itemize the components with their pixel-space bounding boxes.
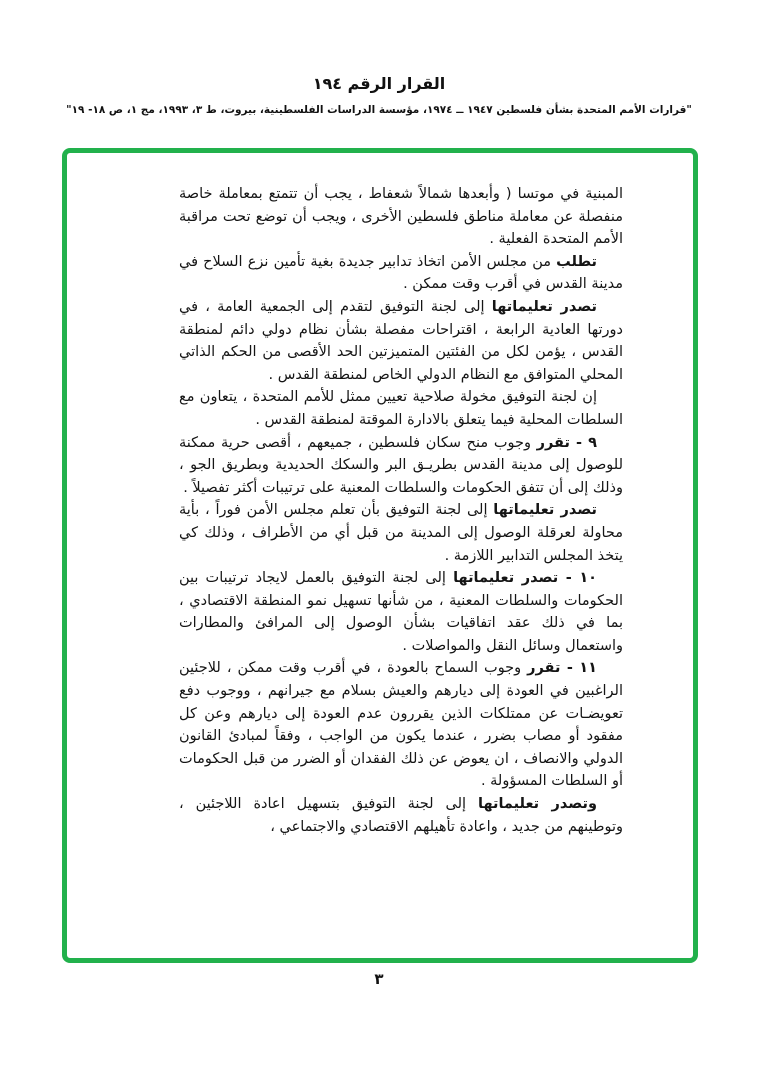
paragraph: تصدر تعليماتها إلى لجنة التوفيق لتقدم إلى الجمعية العامة ، في دورتها العادية الرابعة ، اقتراحات مفصلة بشأن نظام دولي دائم لمنطقة القدس ، يؤمن لكل من الفئتين المتميزتين الحد الأقصى من الحكم الذاتي المحلي المتوافق مع النظام الدولي الخاص لمنطقة القدس . bbox=[179, 298, 623, 383]
page-number: ٣ bbox=[374, 970, 384, 988]
paragraph-lead: تطلب bbox=[556, 253, 597, 270]
paragraph-lead: ١١ - تقرر bbox=[527, 660, 597, 677]
paragraph-lead: وتصدر تعليماتها bbox=[478, 796, 597, 813]
source-citation: "قرارات الأمم المتحدة بشأن فلسطين ١٩٤٧ ــ ١٩٧٤، مؤسسة الدراسات الفلسطينية، بيروت، ط ٣، ١٩٩٣، مج ١، ص ١٨- ١٩" bbox=[66, 104, 692, 116]
paragraph-lead: تصدر تعليماتها bbox=[493, 502, 597, 519]
paragraph: ١١ - تقرر وجوب السماح بالعودة ، في أقرب وقت ممكن ، للاجئين الراغبين في العودة إلى ديارهم والعيش بسلام مع جيرانهم ، ووجوب دفع تعويضـات عن ممتلكات الذين يقررون عدم العودة إلى ديارهم وعن كل مفقود أو مصاب بضرر ، عندما يكون من الواجب ، وفقاً لمبادئ القانون الدولي والانصاف ، ان يعوض عن ذلك الفقدان أو الضرر من قبل الحكومات أو السلطات المسؤولة . bbox=[179, 660, 623, 790]
page-title: القرار الرقم ١٩٤ bbox=[312, 74, 446, 93]
paragraph: إن لجنة التوفيق مخولة صلاحية تعيين ممثل للأمم المتحدة ، يتعاون مع السلطات المحلية فيما يتعلق بالادارة الموقتة لمنطقة القدس . bbox=[179, 389, 623, 428]
paragraph-lead: ٩ - تقرر bbox=[536, 434, 597, 451]
paragraph-lead: تصدر تعليماتها bbox=[491, 298, 597, 315]
paragraph: وتصدر تعليماتها إلى لجنة التوفيق بتسهيل اعادة اللاجئين ، وتوطينهم من جديد ، واعادة تأهيلهم الاقتصادي والاجتماعي ، bbox=[179, 796, 623, 835]
body-text bbox=[67, 153, 693, 838]
green-border-frame bbox=[62, 148, 698, 963]
paragraph-lead: ١٠ - تصدر تعليماتها bbox=[453, 570, 598, 587]
paragraph: ٩ - تقرر وجوب منح سكان فلسطين ، جميعهم ، أقصى حرية ممكنة للوصول إلى مدينة القدس بطريـق البر والسكك الحديدية وبطريق الجو ، وذلك إلى أن تتفق الحكومات والسلطات المعنية على ترتيبات أكثر تفصيلاً . bbox=[179, 434, 623, 496]
paragraph: ١٠ - تصدر تعليماتها إلى لجنة التوفيق بالعمل لايجاد ترتيبات بين الحكومات والسلطات المعنية ، من شأنها تسهيل نمو المنطقة الاقتصادي ، بما في ذلك عقد اتفاقيات بشأن الوصول إلى المرافئ والمطارات واستعمال وسائل النقل والمواصلات . bbox=[179, 570, 623, 654]
paragraph: تطلب من مجلس الأمن اتخاذ تدابير جديدة بغية تأمين نزع السلاح في مدينة القدس في أقرب وقت ممكن . bbox=[179, 253, 623, 293]
paragraph: المبنية في موتسا ( وأبعدها شمالاً شعفاط ، يجب أن تتمتع بمعاملة خاصة منفصلة عن معاملة مناطق فلسطين الأخرى ، ويجب أن توضع تحت مراقبة الأمم المتحدة الفعلية . bbox=[179, 186, 623, 248]
paragraph: تصدر تعليماتها إلى لجنة التوفيق بأن تعلم مجلس الأمن فوراً ، بأية محاولة لعرقلة الوصول إلى المدينة من قبل أي من الأطراف ، وذلك كي يتخذ المجلس التدابير اللازمة . bbox=[179, 502, 623, 564]
